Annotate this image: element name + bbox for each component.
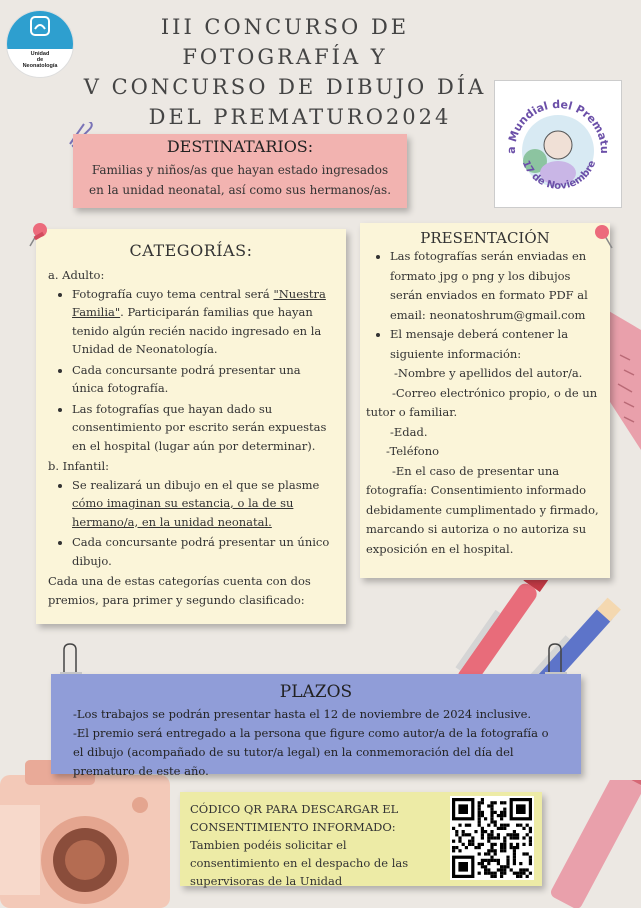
info-line: -Nombre y apellidos del autor/a. <box>394 366 583 380</box>
categorias-footer: Cada una de estas categorías cuenta con dos premios, para primer y segundo clasificado: <box>48 574 311 607</box>
presentacion-title: PRESENTACIÓN <box>420 229 550 247</box>
title-line1: III CONCURSO DE FOTOGRAFÍA Y <box>160 15 410 69</box>
item-text: . Participarán familias que hayan tenido algún recién nacido ingresado en la Unidad de Neonatología. <box>72 305 322 356</box>
category-b-label: b. Infantil: <box>48 459 109 473</box>
list-item: • Cada concursante podrá presentar un único dibujo. <box>72 533 334 570</box>
info-line: -Edad. <box>390 424 428 439</box>
qr-text: Tambien podéis solicitar el consentimiento en el despacho de las supervisoras de la Unidad <box>190 838 409 888</box>
title-line2: V CONCURSO DE DIBUJO DÍA <box>83 75 487 99</box>
qr-title: CÓDICO QR PARA DESCARGAR EL CONSENTIMIENTO INFORMADO: <box>190 802 399 834</box>
title-line3: DEL PREMATURO2024 <box>148 105 452 129</box>
badge-arc-top: a Mundial del Prematu <box>504 97 612 154</box>
list-item <box>72 285 334 359</box>
logo-line2: de <box>36 57 44 63</box>
page-title <box>80 12 490 132</box>
item-text: Se realizará un dibujo en el que se plasme <box>72 477 320 492</box>
category-a-label: a. Adulto: <box>48 268 105 282</box>
plazos-title: PLAZOS <box>279 682 353 702</box>
qr-code[interactable] <box>450 796 534 880</box>
plazos-card <box>51 674 581 778</box>
badge-arc-bottom: 17 de Noviembre <box>519 159 599 192</box>
list-item: • Las fotografías que hayan dado su consentimiento por escrito serán expuestas en el hospital (lugar aún por determinar). <box>72 400 334 456</box>
list-item: • El mensaje deberá contener la siguiente información: <box>390 325 604 364</box>
destinatarios-card <box>73 134 407 208</box>
logo-line1: Unidad <box>30 51 50 57</box>
pushpin-icon <box>592 222 618 252</box>
info-line: -Correo electrónico propio, o de un tutor o familiar. <box>366 385 598 419</box>
list-item: • Cada concursante podrá presentar una única fotografía. <box>72 361 334 398</box>
item-underlined: "Nuestra Familia" <box>72 286 326 319</box>
categorias-card <box>36 229 346 624</box>
item-underlined: cómo imaginan su estancia, o la de su hermano/a, en la unidad neonatal. <box>72 496 294 529</box>
categorias-title: CATEGORÍAS: <box>129 241 253 260</box>
pushpin-icon <box>24 220 50 250</box>
unit-logo <box>6 10 74 78</box>
qr-card <box>180 792 542 886</box>
prematurity-day-badge <box>494 80 622 208</box>
logo-line3: Neonatología <box>22 63 58 69</box>
item-text: Fotografía cuyo tema central será <box>72 286 274 301</box>
list-item: • Las fotografías serán enviadas en formato jpg o png y los dibujos serán enviados en formato PDF al email: neonatoshrum@gmail.com <box>390 247 604 325</box>
plazos-line2: -El premio será entregado a la persona que figure como autor/a de la fotografía o el dibujo (acompañado de su tutor/a legal) en la conmemoración del día del prematuro de este año. <box>73 726 549 778</box>
list-item <box>72 476 334 532</box>
presentacion-card <box>360 223 610 578</box>
info-line: -Teléfono <box>386 444 440 458</box>
hospital-logo-icon <box>29 15 51 37</box>
destinatarios-title: DESTINATARIOS: <box>166 137 314 156</box>
info-line: -En el caso de presentar una fotografía: Consentimiento informado debidamente cumplimentado y firmado, marcando si autoriza o no autoriza su exposición en el hospital. <box>366 463 599 556</box>
destinatarios-text: Familias y niños/as que hayan estado ingresados en la unidad neonatal, así como sus hermanos/as. <box>88 163 392 197</box>
marker-decoration <box>540 780 641 908</box>
plazos-line1: -Los trabajos se podrán presentar hasta el 12 de noviembre de 2024 inclusive. <box>73 707 532 721</box>
